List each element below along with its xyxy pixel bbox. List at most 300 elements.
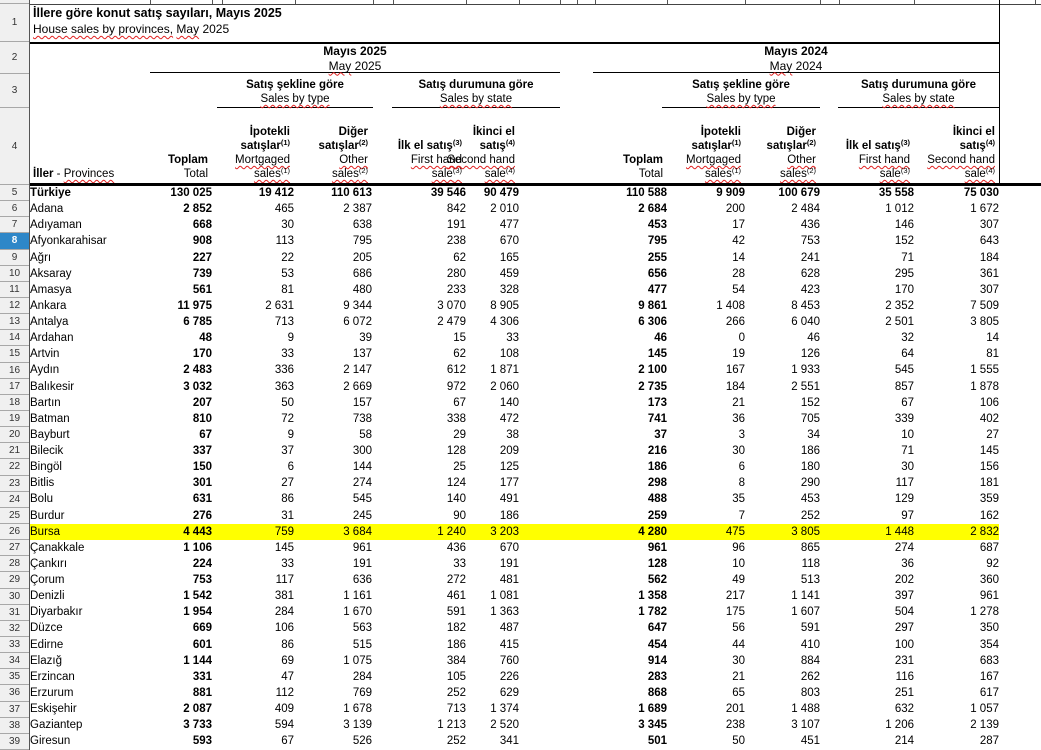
cell-province[interactable]: Türkiye bbox=[30, 187, 71, 200]
cell-province[interactable]: Adıyaman bbox=[30, 219, 82, 232]
cell-value[interactable]: 670 bbox=[499, 235, 519, 248]
cell-value[interactable]: 54 bbox=[732, 283, 745, 296]
cell-value[interactable]: 769 bbox=[352, 686, 372, 699]
cell-value[interactable]: 2 010 bbox=[490, 203, 519, 216]
cell-value[interactable]: 46 bbox=[807, 332, 820, 345]
cell-value[interactable]: 17 bbox=[732, 219, 745, 232]
cell-value[interactable]: 454 bbox=[647, 638, 667, 651]
cell-value[interactable]: 86 bbox=[281, 638, 294, 651]
cell-value[interactable]: 480 bbox=[352, 283, 372, 296]
cell-value[interactable]: 108 bbox=[499, 348, 519, 361]
cell-value[interactable]: 10 bbox=[901, 428, 914, 441]
cell-value[interactable]: 129 bbox=[894, 493, 914, 506]
cell-value[interactable]: 857 bbox=[894, 380, 914, 393]
row-header-18[interactable]: 18 bbox=[0, 395, 29, 411]
cell-value[interactable]: 50 bbox=[732, 735, 745, 748]
cell-value[interactable]: 251 bbox=[894, 686, 914, 699]
cell-value[interactable]: 803 bbox=[800, 686, 820, 699]
cell-value[interactable]: 2 501 bbox=[885, 316, 914, 329]
cell-value[interactable]: 884 bbox=[800, 654, 820, 667]
cell-value[interactable]: 477 bbox=[499, 219, 519, 232]
cell-value[interactable]: 451 bbox=[800, 735, 820, 748]
cell-value[interactable]: 7 bbox=[738, 509, 745, 522]
cell-province[interactable]: Aksaray bbox=[30, 267, 72, 280]
cell-value[interactable]: 3 bbox=[738, 428, 745, 441]
cell-value[interactable]: 110 588 bbox=[626, 187, 667, 200]
cell-value[interactable]: 501 bbox=[647, 735, 667, 748]
cell-value[interactable]: 157 bbox=[352, 396, 372, 409]
cell-value[interactable]: 760 bbox=[499, 654, 519, 667]
cell-value[interactable]: 670 bbox=[499, 541, 519, 554]
cell-gap[interactable] bbox=[519, 233, 595, 249]
cell-value[interactable]: 1 555 bbox=[970, 364, 999, 377]
cell-value[interactable]: 341 bbox=[499, 735, 519, 748]
row-header-17[interactable]: 17 bbox=[0, 379, 29, 395]
cell-value[interactable]: 53 bbox=[281, 267, 294, 280]
cell-value[interactable]: 30 bbox=[901, 461, 914, 474]
cell-value[interactable]: 167 bbox=[979, 670, 999, 683]
cell-value[interactable]: 1 141 bbox=[791, 590, 820, 603]
cell-value[interactable]: 475 bbox=[667, 524, 745, 540]
cell-value[interactable]: 297 bbox=[894, 622, 914, 635]
cell-value[interactable]: 128 bbox=[647, 557, 667, 570]
cell-value[interactable]: 1 672 bbox=[970, 203, 999, 216]
cell-value[interactable]: 1 542 bbox=[183, 590, 212, 603]
column-header-total-2025[interactable]: Toplam Total bbox=[167, 154, 208, 180]
column-header-secondhand-2024[interactable]: İkinci el satış$^{(4)}$ Second hand sale$^{(4)}$ bbox=[927, 126, 995, 180]
cell-value[interactable]: 453 bbox=[647, 219, 667, 232]
cell-value[interactable]: 62 bbox=[453, 251, 466, 264]
row-header-15[interactable]: 15 bbox=[0, 346, 29, 362]
cell-value[interactable]: 338 bbox=[446, 412, 466, 425]
cell-value[interactable]: 255 bbox=[647, 251, 667, 264]
cell-gap[interactable] bbox=[519, 588, 595, 604]
cell-value[interactable]: 2 520 bbox=[490, 719, 519, 732]
cell-value[interactable]: 795 bbox=[647, 235, 667, 248]
row-header-25[interactable]: 25 bbox=[0, 508, 29, 524]
cell-value[interactable]: 126 bbox=[800, 348, 820, 361]
cell-province[interactable]: Erzurum bbox=[30, 686, 74, 699]
cell-value[interactable]: 106 bbox=[274, 622, 294, 635]
cell-province[interactable]: Bingöl bbox=[30, 461, 62, 474]
cell-value[interactable]: 594 bbox=[274, 719, 294, 732]
column-header-firsthand-2024[interactable]: İlk el satış$^{(3)}$ First hand sale$^{(3)}$ bbox=[845, 138, 910, 180]
cell-value[interactable]: 209 bbox=[499, 445, 519, 458]
cell-value[interactable]: 2 631 bbox=[265, 299, 294, 312]
cell-gap[interactable] bbox=[519, 298, 595, 314]
cell-value[interactable]: 186 bbox=[800, 445, 820, 458]
cell-value[interactable]: 617 bbox=[979, 686, 999, 699]
row-header-23[interactable]: 23 bbox=[0, 476, 29, 492]
cell-province[interactable]: Bursa bbox=[30, 524, 150, 540]
cell-value[interactable]: 58 bbox=[359, 428, 372, 441]
cell-value[interactable]: 842 bbox=[446, 203, 466, 216]
cell-province[interactable]: Amasya bbox=[30, 283, 72, 296]
cell-value[interactable]: 4 280 bbox=[595, 524, 667, 540]
cell-value[interactable]: 233 bbox=[446, 283, 466, 296]
cell-value[interactable]: 14 bbox=[986, 332, 999, 345]
cell-value[interactable]: 6 bbox=[287, 461, 294, 474]
cell-value[interactable]: 1 678 bbox=[343, 703, 372, 716]
cell-gap[interactable] bbox=[519, 572, 595, 588]
cell-value[interactable]: 181 bbox=[979, 477, 999, 490]
row-header-28[interactable]: 28 bbox=[0, 556, 29, 572]
cell-gap[interactable] bbox=[519, 604, 595, 620]
cell-gap[interactable] bbox=[519, 217, 595, 233]
cell-province[interactable]: Çankırı bbox=[30, 557, 68, 570]
cell-value[interactable]: 177 bbox=[499, 477, 519, 490]
cell-value[interactable]: 180 bbox=[800, 461, 820, 474]
cell-value[interactable]: 140 bbox=[446, 493, 466, 506]
row-header-7[interactable]: 7 bbox=[0, 217, 29, 233]
cell-value[interactable]: 32 bbox=[901, 332, 914, 345]
cell-value[interactable]: 15 bbox=[453, 332, 466, 345]
cell-province[interactable]: Bolu bbox=[30, 493, 54, 506]
cell-gap[interactable] bbox=[519, 250, 595, 266]
cell-value[interactable]: 252 bbox=[446, 686, 466, 699]
cell-value[interactable]: 301 bbox=[192, 477, 212, 490]
row-header-39[interactable]: 39 bbox=[0, 734, 29, 750]
cell-value[interactable]: 28 bbox=[732, 267, 745, 280]
cell-value[interactable]: 238 bbox=[446, 235, 466, 248]
cell-value[interactable]: 1 363 bbox=[490, 606, 519, 619]
cell-value[interactable]: 488 bbox=[647, 493, 667, 506]
cell-value[interactable]: 868 bbox=[647, 686, 667, 699]
cell-value[interactable]: 27 bbox=[986, 428, 999, 441]
cell-value[interactable]: 686 bbox=[352, 267, 372, 280]
cell-value[interactable]: 100 679 bbox=[778, 187, 820, 200]
cell-gap[interactable] bbox=[519, 475, 595, 491]
cell-value[interactable]: 3 203 bbox=[466, 524, 519, 540]
cell-value[interactable]: 591 bbox=[446, 606, 466, 619]
cell-value[interactable]: 65 bbox=[732, 686, 745, 699]
cell-value[interactable]: 128 bbox=[446, 445, 466, 458]
cell-value[interactable]: 200 bbox=[725, 203, 745, 216]
cell-value[interactable]: 184 bbox=[979, 251, 999, 264]
cell-value[interactable]: 459 bbox=[499, 267, 519, 280]
cell-value[interactable]: 2 139 bbox=[970, 719, 999, 732]
cell-gap[interactable] bbox=[519, 637, 595, 653]
cell-value[interactable]: 145 bbox=[979, 445, 999, 458]
cell-value[interactable]: 25 bbox=[453, 461, 466, 474]
cell-value[interactable]: 881 bbox=[192, 686, 212, 699]
cell-value[interactable]: 632 bbox=[894, 703, 914, 716]
cell-value[interactable]: 112 bbox=[275, 686, 294, 699]
cell-value[interactable]: 64 bbox=[901, 348, 914, 361]
cell-value[interactable]: 563 bbox=[352, 622, 372, 635]
cell-value[interactable]: 22 bbox=[281, 251, 294, 264]
cell-gap[interactable] bbox=[519, 346, 595, 362]
cell-province[interactable]: Giresun bbox=[30, 735, 71, 748]
cell-value[interactable]: 759 bbox=[212, 524, 294, 540]
row-header-12[interactable]: 12 bbox=[0, 298, 29, 314]
cell-value[interactable]: 33 bbox=[506, 332, 519, 345]
cell-value[interactable]: 33 bbox=[281, 557, 294, 570]
cell-province[interactable]: Afyonkarahisar bbox=[30, 235, 107, 248]
row-header-26[interactable]: 26 bbox=[0, 524, 29, 540]
row-header-31[interactable]: 31 bbox=[0, 605, 29, 621]
cell-gap[interactable] bbox=[519, 282, 595, 298]
cell-value[interactable]: 2 147 bbox=[343, 364, 372, 377]
cell-value[interactable]: 170 bbox=[192, 348, 212, 361]
cell-value[interactable]: 48 bbox=[199, 332, 212, 345]
cell-value[interactable]: 124 bbox=[446, 477, 466, 490]
cell-value[interactable]: 1 670 bbox=[343, 606, 372, 619]
cell-province[interactable]: Çorum bbox=[30, 574, 65, 587]
cell-value[interactable]: 125 bbox=[499, 461, 519, 474]
cell-value[interactable]: 3 345 bbox=[638, 719, 667, 732]
row-header-2[interactable]: 2 bbox=[0, 42, 29, 74]
cell-value[interactable]: 526 bbox=[352, 735, 372, 748]
cell-value[interactable]: 477 bbox=[647, 283, 667, 296]
column-header-provinces[interactable]: İller - Provinces bbox=[33, 168, 115, 180]
row-header-5[interactable]: 5 bbox=[0, 185, 29, 201]
cell-value[interactable]: 4 306 bbox=[490, 316, 519, 329]
cell-province[interactable]: Denizli bbox=[30, 590, 65, 603]
cell-province[interactable]: Ardahan bbox=[30, 332, 74, 345]
cell-value[interactable]: 284 bbox=[352, 670, 372, 683]
cell-value[interactable]: 105 bbox=[446, 670, 466, 683]
cell-value[interactable]: 9 909 bbox=[716, 187, 745, 200]
cell-value[interactable]: 19 412 bbox=[258, 187, 294, 200]
cell-value[interactable]: 37 bbox=[281, 445, 294, 458]
cell-value[interactable]: 3 805 bbox=[970, 316, 999, 329]
cell-value[interactable]: 216 bbox=[647, 445, 667, 458]
cell-value[interactable]: 2 684 bbox=[638, 203, 667, 216]
cell-value[interactable]: 298 bbox=[647, 477, 667, 490]
cell-value[interactable]: 3 107 bbox=[791, 719, 820, 732]
cell-value[interactable]: 2 387 bbox=[343, 203, 372, 216]
cell-value[interactable]: 238 bbox=[725, 719, 745, 732]
row-header-21[interactable]: 21 bbox=[0, 443, 29, 459]
cell-value[interactable]: 339 bbox=[894, 412, 914, 425]
cell-value[interactable]: 6 072 bbox=[343, 316, 372, 329]
cell-value[interactable]: 961 bbox=[647, 541, 667, 554]
group-header-2024[interactable]: Mayıs 2024 May 2024 bbox=[593, 44, 999, 73]
cell-value[interactable]: 283 bbox=[647, 670, 667, 683]
cell-value[interactable]: 21 bbox=[732, 670, 745, 683]
cell-value[interactable]: 47 bbox=[281, 670, 294, 683]
cell-gap[interactable] bbox=[519, 314, 595, 330]
cell-gap[interactable] bbox=[519, 524, 595, 540]
cell-value[interactable]: 81 bbox=[986, 348, 999, 361]
cell-value[interactable]: 1 954 bbox=[183, 606, 212, 619]
cell-value[interactable]: 9 861 bbox=[638, 299, 667, 312]
cell-value[interactable]: 146 bbox=[894, 219, 914, 232]
row-header-38[interactable]: 38 bbox=[0, 718, 29, 734]
cell-value[interactable]: 33 bbox=[453, 557, 466, 570]
cell-value[interactable]: 152 bbox=[894, 235, 914, 248]
row-header-4[interactable]: 4 bbox=[0, 108, 29, 185]
column-header-total-2024[interactable]: Toplam Total bbox=[622, 154, 663, 180]
cell-value[interactable]: 8 453 bbox=[791, 299, 820, 312]
cell-value[interactable]: 6 785 bbox=[183, 316, 212, 329]
cell-value[interactable]: 39 bbox=[359, 332, 372, 345]
cell-value[interactable]: 170 bbox=[894, 283, 914, 296]
row-header-35[interactable]: 35 bbox=[0, 669, 29, 685]
cell-value[interactable]: 150 bbox=[192, 461, 212, 474]
cell-value[interactable]: 359 bbox=[979, 493, 999, 506]
cell-value[interactable]: 360 bbox=[979, 574, 999, 587]
cell-value[interactable]: 453 bbox=[800, 493, 820, 506]
cell-value[interactable]: 2 551 bbox=[791, 380, 820, 393]
cell-value[interactable]: 6 040 bbox=[791, 316, 820, 329]
cell-value[interactable]: 336 bbox=[274, 364, 294, 377]
cell-value[interactable]: 914 bbox=[647, 654, 667, 667]
cell-value[interactable]: 423 bbox=[800, 283, 820, 296]
cell-value[interactable]: 81 bbox=[281, 283, 294, 296]
cell-value[interactable]: 6 306 bbox=[638, 316, 667, 329]
cell-value[interactable]: 241 bbox=[800, 251, 820, 264]
cell-value[interactable]: 481 bbox=[499, 574, 519, 587]
cell-value[interactable]: 44 bbox=[732, 638, 745, 651]
group-sales-by-state-2025[interactable]: Satış durumuna göre Sales by state bbox=[392, 75, 560, 108]
row-header-16[interactable]: 16 bbox=[0, 363, 29, 379]
cell-value[interactable]: 30 bbox=[732, 654, 745, 667]
row-header-36[interactable]: 36 bbox=[0, 685, 29, 701]
cell-value[interactable]: 3 070 bbox=[437, 299, 466, 312]
cell-value[interactable]: 3 733 bbox=[183, 719, 212, 732]
cell-value[interactable]: 214 bbox=[894, 735, 914, 748]
cell-value[interactable]: 384 bbox=[446, 654, 466, 667]
cell-province[interactable]: Burdur bbox=[30, 509, 65, 522]
cell-value[interactable]: 2 100 bbox=[638, 364, 667, 377]
cell-value[interactable]: 30 bbox=[281, 219, 294, 232]
cell-value[interactable]: 631 bbox=[192, 493, 212, 506]
row-header-3[interactable]: 3 bbox=[0, 74, 29, 109]
cell-value[interactable]: 472 bbox=[499, 412, 519, 425]
cell-value[interactable]: 224 bbox=[192, 557, 212, 570]
cell-value[interactable]: 656 bbox=[647, 267, 667, 280]
cell-value[interactable]: 7 509 bbox=[970, 299, 999, 312]
cell-value[interactable]: 2 479 bbox=[437, 316, 466, 329]
cell-value[interactable]: 100 bbox=[894, 638, 914, 651]
group-sales-by-state-2024[interactable]: Satış durumuna göre Sales by state bbox=[838, 75, 999, 108]
cell-province[interactable]: Elazığ bbox=[30, 654, 62, 667]
column-header-other-2024[interactable]: Diğer satışlar$^{(2)}$ Other sales$^{(2)}$ bbox=[766, 126, 816, 180]
cell-value[interactable]: 287 bbox=[979, 735, 999, 748]
cell-value[interactable]: 276 bbox=[192, 509, 212, 522]
cell-value[interactable]: 231 bbox=[894, 654, 914, 667]
cell-value[interactable]: 6 bbox=[738, 461, 745, 474]
column-header-other-2025[interactable]: Diğer satışlar$^{(2)}$ Other sales$^{(2)}$ bbox=[318, 126, 368, 180]
cell-province[interactable]: Bartın bbox=[30, 396, 61, 409]
cell-gap[interactable] bbox=[519, 540, 595, 556]
cell-value[interactable]: 90 479 bbox=[483, 187, 519, 200]
cell-value[interactable]: 629 bbox=[499, 686, 519, 699]
row-header-19[interactable]: 19 bbox=[0, 411, 29, 427]
column-header-mortgaged-2024[interactable]: İpotekli satışlar$^{(1)}$ Mortgaged sales$^{(1)}$ bbox=[686, 126, 741, 180]
cell-value[interactable]: 1 408 bbox=[716, 299, 745, 312]
cell-value[interactable]: 487 bbox=[499, 622, 519, 635]
cell-value[interactable]: 1 213 bbox=[437, 719, 466, 732]
cell-value[interactable]: 3 805 bbox=[745, 524, 820, 540]
cell-value[interactable]: 165 bbox=[499, 251, 519, 264]
cell-value[interactable]: 1 012 bbox=[885, 203, 914, 216]
cell-gap[interactable] bbox=[519, 362, 595, 378]
cell-value[interactable]: 504 bbox=[894, 606, 914, 619]
cell-value[interactable]: 67 bbox=[453, 396, 466, 409]
cell-value[interactable]: 175 bbox=[725, 606, 745, 619]
cell-value[interactable]: 1 075 bbox=[343, 654, 372, 667]
cell-value[interactable]: 39 546 bbox=[430, 187, 466, 200]
cell-gap[interactable] bbox=[519, 411, 595, 427]
cell-gap[interactable] bbox=[519, 379, 595, 395]
row-header-9[interactable]: 9 bbox=[0, 250, 29, 266]
cell-value[interactable]: 3 684 bbox=[294, 524, 372, 540]
row-header-37[interactable]: 37 bbox=[0, 702, 29, 718]
cell-value[interactable]: 8 905 bbox=[490, 299, 519, 312]
row-header-29[interactable]: 29 bbox=[0, 572, 29, 588]
cell-value[interactable]: 9 bbox=[287, 332, 294, 345]
cell-value[interactable]: 14 bbox=[732, 251, 745, 264]
row-header-34[interactable]: 34 bbox=[0, 653, 29, 669]
cell-value[interactable]: 2 735 bbox=[638, 380, 667, 393]
cell-gap[interactable] bbox=[519, 491, 595, 507]
row-header-11[interactable]: 11 bbox=[0, 282, 29, 298]
cell-province[interactable]: Erzincan bbox=[30, 670, 75, 683]
cell-value[interactable]: 274 bbox=[894, 541, 914, 554]
cell-province[interactable]: Gaziantep bbox=[30, 719, 83, 732]
cell-value[interactable]: 69 bbox=[281, 654, 294, 667]
cell-value[interactable]: 354 bbox=[979, 638, 999, 651]
cell-value[interactable]: 1 106 bbox=[183, 541, 212, 554]
cell-province[interactable]: Ağrı bbox=[30, 251, 52, 264]
cell-value[interactable]: 2 484 bbox=[791, 203, 820, 216]
cell-province[interactable]: Eskişehir bbox=[30, 703, 77, 716]
cell-value[interactable]: 545 bbox=[894, 364, 914, 377]
cell-value[interactable]: 27 bbox=[281, 477, 294, 490]
cell-value[interactable]: 961 bbox=[979, 590, 999, 603]
cell-value[interactable]: 739 bbox=[192, 267, 212, 280]
cell-province[interactable]: Aydın bbox=[30, 364, 60, 377]
cell-value[interactable]: 307 bbox=[979, 283, 999, 296]
cell-value[interactable]: 116 bbox=[895, 670, 914, 683]
cell-value[interactable]: 683 bbox=[979, 654, 999, 667]
cell-value[interactable]: 1 206 bbox=[885, 719, 914, 732]
cell-value[interactable]: 259 bbox=[647, 509, 667, 522]
group-sales-by-type-2024[interactable]: Satış şekline göre Sales by type bbox=[662, 75, 820, 108]
group-sales-by-type-2025[interactable]: Satış şekline göre Sales by type bbox=[217, 75, 373, 108]
cell-value[interactable]: 350 bbox=[979, 622, 999, 635]
cell-value[interactable]: 72 bbox=[281, 412, 294, 425]
cell-province[interactable]: Bitlis bbox=[30, 477, 55, 490]
cell-province[interactable]: Batman bbox=[30, 412, 70, 425]
cell-value[interactable]: 545 bbox=[352, 493, 372, 506]
cell-value[interactable]: 1 448 bbox=[820, 524, 914, 540]
row-header-24[interactable]: 24 bbox=[0, 492, 29, 508]
row-header-30[interactable]: 30 bbox=[0, 589, 29, 605]
cell-value[interactable]: 140 bbox=[499, 396, 519, 409]
cell-value[interactable]: 410 bbox=[800, 638, 820, 651]
cell-value[interactable]: 226 bbox=[499, 670, 519, 683]
cell-gap[interactable] bbox=[519, 508, 595, 524]
cell-province[interactable]: Düzce bbox=[30, 622, 63, 635]
row-header-32[interactable]: 32 bbox=[0, 621, 29, 637]
cell-value[interactable]: 713 bbox=[446, 703, 466, 716]
cell-value[interactable]: 810 bbox=[192, 412, 212, 425]
cell-value[interactable]: 1 144 bbox=[183, 654, 212, 667]
cell-value[interactable]: 290 bbox=[800, 477, 820, 490]
row-header-22[interactable]: 22 bbox=[0, 459, 29, 475]
cell-gap[interactable] bbox=[519, 330, 595, 346]
cell-value[interactable]: 272 bbox=[446, 574, 466, 587]
cell-value[interactable]: 38 bbox=[506, 428, 519, 441]
cell-value[interactable]: 56 bbox=[732, 622, 745, 635]
cell-value[interactable]: 97 bbox=[901, 509, 914, 522]
cell-value[interactable]: 361 bbox=[979, 267, 999, 280]
cell-value[interactable]: 1 488 bbox=[791, 703, 820, 716]
